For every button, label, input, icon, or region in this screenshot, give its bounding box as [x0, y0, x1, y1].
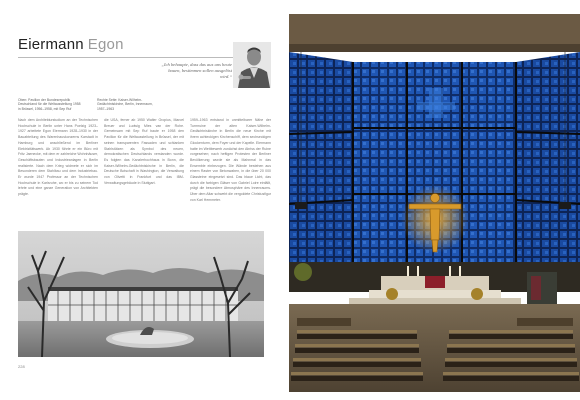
body-column-2: die USA, ferner ab 1950 Walter Gropius, Marcel Breuer und Ludwig Mies van der Rohe. Gemeinsam mit Sep Ruf baute er 1958 den Pavillon für die Weltausstellung in Brüssel, der mit seinen transparenten Fassaden und schlanken Stahlstützen als Symbol des neuen, demokratischen Deutschlands verstanden wurde. Es folgten das Kanzlerhochhaus in Bonn, die Kaiser-Wilhelm-Gedächtniskirche in Berlin, die Deutsche Botschaft in Washington, die Verwaltung von Olivetti in Frankfurt und das IBM-Verwaltungsgebäude in Stuttgart.	[104, 118, 184, 185]
pavilion-photo	[18, 231, 264, 357]
caption-right-page: Rechte Seite: Kaiser-Wilhelm-Gedächtniskirche, Berlin, Innenraum, 1957–1963	[97, 98, 153, 111]
body-column-3: 1959–1963 entstand in unmittelbarer Nähe der Turmruine der alten Kaiser-Wilhelm-Gedächtniskirche in Berlin die neue Kirche mit ihrem achteckigen Kirchenschiff, dem sechseckigen Glockenturm, dem Foyer und der Kapelle. Eiermann hatte im Wettbewerb zunächst den Abriss der Ruine vorgesehen; nach heftigen Protesten der Berliner Bevölkerung wurde sie als Mahnmal in das Ensemble einbezogen. Die Wände bestehen aus einem Raster von Betonwaben, in die über 20 000 Glassteine eingesetzt sind. Das blaue Licht, das durch die farbigen Gläser von Gabriel Loire einfällt, prägt die besondere Atmosphäre des Innenraums. Über dem Altar schwebt die vergoldete Christusfigur von Karl Hemmeter.	[190, 118, 271, 202]
caption-top: Oben: Pavillon der Bundesrepublik Deutschland für die Weltausstellung 1958 in Brüssel, 1956–1958, mit Sep Ruf	[18, 98, 81, 111]
page-title	[18, 36, 124, 53]
page-number: 228	[18, 364, 25, 369]
architect-portrait	[233, 42, 271, 88]
church-interior-photo	[289, 14, 580, 392]
title-firstname: Egon	[87, 36, 124, 53]
pull-quote: „Ich behaupte, dass das aus uns heute bauen, bestimmen sollen ausgelöst wird.“	[161, 62, 232, 79]
left-page	[0, 0, 289, 400]
title-surname: Eiermann	[18, 36, 84, 53]
right-page	[289, 0, 580, 400]
body-column-1: Nach dem Architekturstudium an der Technischen Hochschule in Berlin unter Hans Poelzig 1923–1927 arbeitete Egon Eiermann 1928–1930 in der Bauabteilung des Warenhauskonzerns Karstadt in Hamburg und anschließend im Berliner Elektrizitätswerk. Ab 1930 führte er ein Büro mit Fritz Jaenecke, mit dem er zahlreiche Wohnhäuser, Geschäftsbauten und Industrieanlagen in Berlin realisierte. Nach dem Krieg widmete er sich im Besonderen dem Stahlbau und dem Industriebau. Er wurde 1947 Professor an der Technischen Hochschule in Karlsruhe, wo er bis zu seinem Tod lehrte und eine ganze Generation von Architekten prägte.	[18, 118, 98, 197]
